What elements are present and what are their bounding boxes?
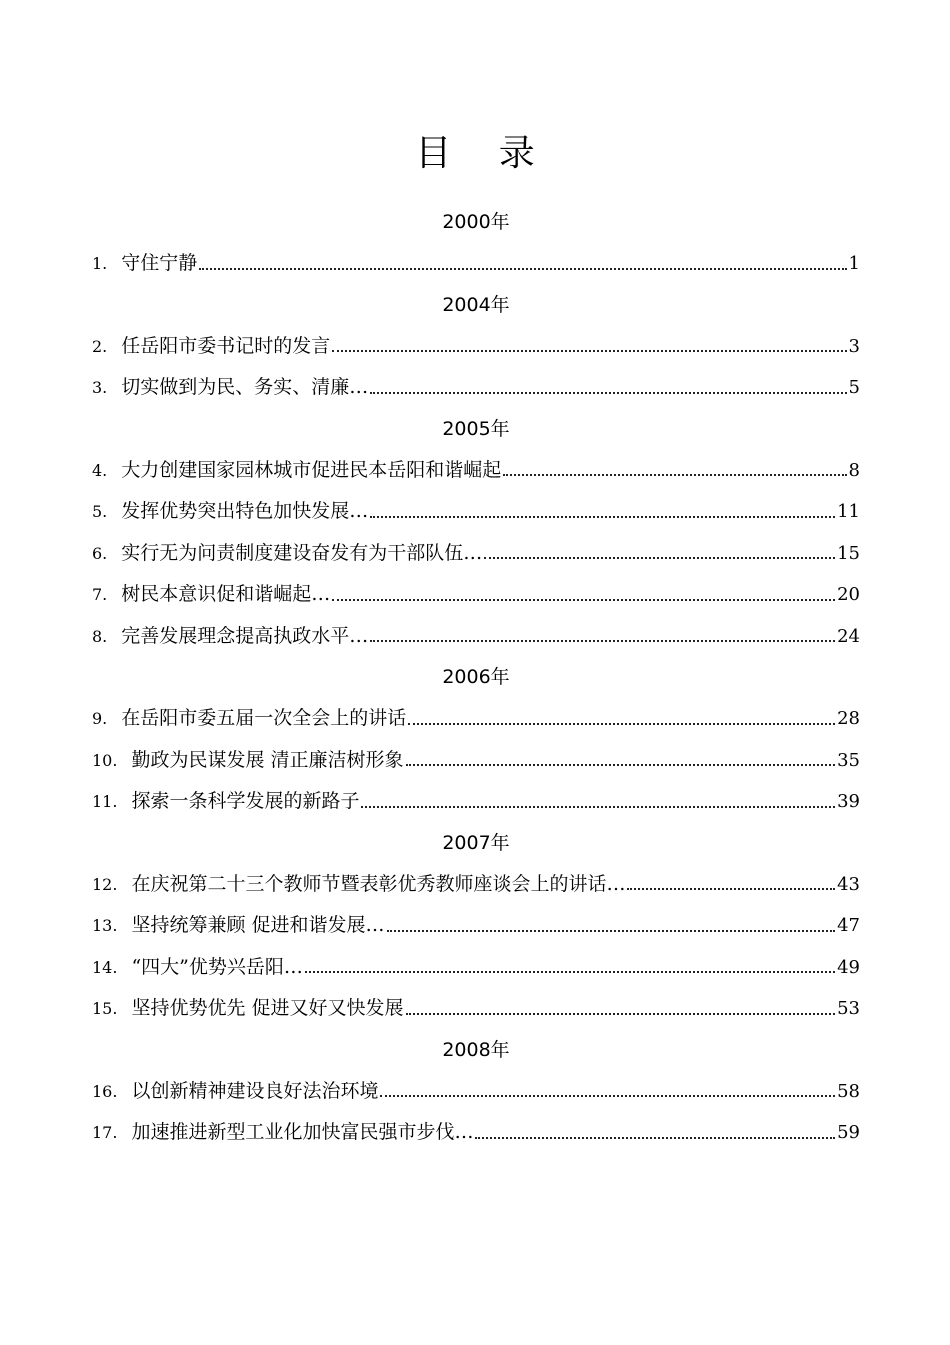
toc-entry[interactable] xyxy=(92,243,860,285)
toc-entry[interactable] xyxy=(92,905,860,947)
entry-number: 9. xyxy=(92,709,108,728)
entry-title: 加速推进新型工业化加快富民强市步伐… xyxy=(131,1121,474,1143)
entry-page-number: 35 xyxy=(837,749,860,771)
entry-title: 坚持优势优先 促进又好又快发展 xyxy=(131,997,404,1019)
year-heading: 2005年 xyxy=(442,417,510,440)
entry-title: 在庆祝第二十三个教师节暨表彰优秀教师座谈会上的讲话… xyxy=(131,872,626,895)
entry-title: 树民本意识促和谐崛起… xyxy=(121,583,331,605)
entry-page-number: 28 xyxy=(837,708,860,729)
entry-title: 完善发展理念提高执政水平… xyxy=(121,624,369,647)
entry-title: 守住宁静 xyxy=(121,252,198,274)
dot-leader xyxy=(370,640,835,642)
dot-leader xyxy=(387,930,836,932)
dot-leader xyxy=(484,557,835,559)
toc-entry[interactable] xyxy=(92,781,860,823)
toc-entry[interactable] xyxy=(92,533,860,575)
year-heading: 2006年 xyxy=(442,666,510,688)
entry-number: 10. xyxy=(92,750,118,770)
year-heading: 2007年 xyxy=(442,831,510,854)
toc-entry[interactable] xyxy=(92,491,860,533)
entry-title: 任岳阳市委书记时的发言 xyxy=(121,334,331,357)
entry-title: 探索一条科学发展的新路子 xyxy=(131,790,360,812)
dot-leader xyxy=(332,350,846,352)
toc-entry[interactable] xyxy=(92,864,860,906)
page-title: 目 录 xyxy=(415,133,553,174)
year-heading: 2000年 xyxy=(442,211,510,233)
entry-page-number: 15 xyxy=(837,542,860,564)
entry-number: 11. xyxy=(92,792,118,811)
entry-title: 在岳阳市委五届一次全会上的讲话 xyxy=(121,707,407,729)
entry-page-number: 47 xyxy=(837,915,860,936)
dot-leader xyxy=(361,806,835,808)
toc-entry[interactable] xyxy=(92,1071,860,1113)
dot-leader xyxy=(305,971,835,973)
dot-leader xyxy=(332,599,835,601)
entry-page-number: 58 xyxy=(837,1080,860,1102)
dot-leader xyxy=(503,474,846,476)
entry-number: 15. xyxy=(92,999,118,1018)
entry-number: 3. xyxy=(92,378,108,397)
year-heading: 2004年 xyxy=(442,293,510,316)
entry-title: 以创新精神建设良好法治环境 xyxy=(131,1079,379,1102)
toc-entry[interactable] xyxy=(92,740,860,782)
year-heading: 2008年 xyxy=(442,1038,510,1061)
entry-number: 4. xyxy=(92,460,108,480)
entry-page-number: 24 xyxy=(837,625,860,647)
entry-page-number: 5 xyxy=(848,377,860,398)
dot-leader xyxy=(380,1095,835,1097)
dot-leader xyxy=(370,516,835,518)
dot-leader xyxy=(475,1137,835,1139)
entry-page-number: 53 xyxy=(837,998,860,1019)
entry-page-number: 11 xyxy=(837,501,860,522)
entry-title: 勤政为民谋发展 清正廉洁树形象 xyxy=(131,748,404,771)
entry-number: 16. xyxy=(92,1081,118,1101)
table-of-contents xyxy=(92,202,860,1154)
entry-number: 8. xyxy=(92,626,108,646)
toc-entry[interactable] xyxy=(92,574,860,616)
dot-leader xyxy=(408,723,835,725)
entry-number: 17. xyxy=(92,1123,118,1142)
entry-number: 6. xyxy=(92,543,108,563)
entry-page-number: 20 xyxy=(837,584,860,605)
entry-page-number: 43 xyxy=(837,873,860,895)
entry-page-number: 1 xyxy=(848,253,860,274)
toc-entry[interactable] xyxy=(92,367,860,409)
entry-title: 切实做到为民、务实、清廉… xyxy=(121,376,369,398)
toc-entry[interactable] xyxy=(92,450,860,492)
entry-page-number: 59 xyxy=(837,1122,860,1143)
entry-title: “四大”优势兴岳阳… xyxy=(131,955,303,978)
toc-entry[interactable] xyxy=(92,326,860,368)
toc-entry[interactable] xyxy=(92,988,860,1030)
toc-entry[interactable] xyxy=(92,698,860,740)
entry-number: 1. xyxy=(92,254,108,273)
entry-number: 5. xyxy=(92,502,108,521)
toc-entry[interactable] xyxy=(92,616,860,658)
entry-page-number: 8 xyxy=(848,459,860,481)
dot-leader xyxy=(199,268,846,270)
entry-title: 大力创建国家园林城市促进民本岳阳和谐崛起 xyxy=(121,458,502,481)
entry-page-number: 3 xyxy=(848,335,860,357)
entry-number: 7. xyxy=(92,585,108,604)
dot-leader xyxy=(627,888,835,890)
entry-page-number: 39 xyxy=(837,791,860,812)
toc-entry[interactable] xyxy=(92,947,860,989)
entry-number: 13. xyxy=(92,916,118,935)
entry-page-number: 49 xyxy=(837,956,860,978)
toc-entry[interactable] xyxy=(92,1112,860,1154)
entry-number: 2. xyxy=(92,336,108,356)
entry-number: 12. xyxy=(92,874,118,894)
dot-leader xyxy=(406,1013,836,1015)
entry-title: 实行无为问责制度建设奋发有为干部队伍… xyxy=(121,541,483,564)
entry-title: 坚持统筹兼顾 促进和谐发展… xyxy=(131,914,385,936)
dot-leader xyxy=(370,392,846,394)
entry-title: 发挥优势突出特色加快发展… xyxy=(121,500,369,522)
dot-leader xyxy=(406,764,836,766)
entry-number: 14. xyxy=(92,957,118,977)
